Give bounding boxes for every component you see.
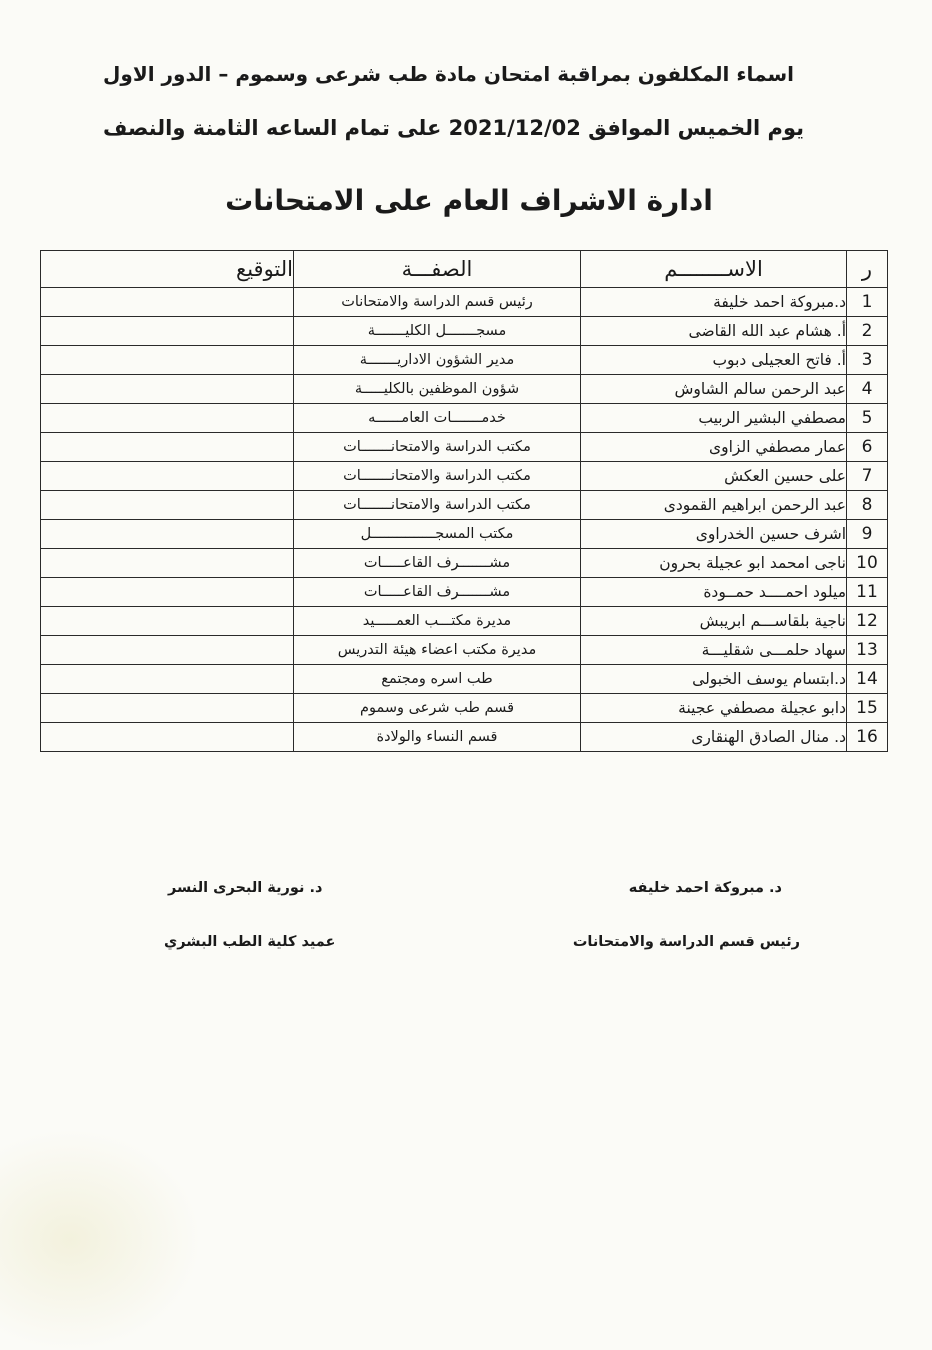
cell-role: مكتب المسجـــــــــــــــل — [294, 520, 581, 549]
cell-number: 4 — [847, 375, 888, 404]
paper-stain — [0, 1130, 200, 1350]
table-row — [41, 404, 888, 433]
cell-number: 12 — [847, 607, 888, 636]
cell-role: مكتب الدراسة والامتحانـــــــات — [294, 462, 581, 491]
cell-role: مكتب الدراسة والامتحانـــــــات — [294, 433, 581, 462]
cell-role: مديرة مكتـــب العمـــــيد — [294, 607, 581, 636]
cell-number: 3 — [847, 346, 888, 375]
header-line-2: يوم الخميس الموافق 2021/12/02 على تمام الساعه الثامنة والنصف — [102, 116, 804, 140]
cell-name: عبد الرحمن ابراهيم القمودى — [581, 491, 847, 520]
cell-name: عمار مصطفي الزاوى — [581, 433, 847, 462]
table-row — [41, 317, 888, 346]
table-row — [41, 694, 888, 723]
cell-role: مديرة مكتب اعضاء هيئة التدريس — [294, 636, 581, 665]
cell-signature — [41, 694, 294, 723]
cell-name: ناجية بلقاســـم ابريبش — [581, 607, 847, 636]
table-row — [41, 288, 888, 317]
table-row — [41, 346, 888, 375]
table-header-row — [41, 251, 888, 288]
cell-role: طب اسره ومجتمع — [294, 665, 581, 694]
cell-number: 7 — [847, 462, 888, 491]
cell-number: 8 — [847, 491, 888, 520]
header-number: ر — [847, 251, 888, 288]
cell-signature — [41, 433, 294, 462]
cell-number: 14 — [847, 665, 888, 694]
cell-number: 16 — [847, 723, 888, 752]
cell-signature — [41, 317, 294, 346]
cell-signature — [41, 549, 294, 578]
cell-name: ناجى امحمد ابو عجيلة بحرون — [581, 549, 847, 578]
cell-signature — [41, 636, 294, 665]
table-row — [41, 549, 888, 578]
cell-number: 11 — [847, 578, 888, 607]
signatory-right-title: رئيس قسم الدراسة والامتحانات — [572, 934, 800, 950]
cell-role: رئيس قسم الدراسة والامتحانات — [294, 288, 581, 317]
cell-number: 10 — [847, 549, 888, 578]
cell-role: قسم طب شرعى وسموم — [294, 694, 581, 723]
document-title: ادارة الاشراف العام على الامتحانات — [225, 184, 713, 217]
cell-name: د.ابتسام يوسف الخبولى — [581, 665, 847, 694]
table-row — [41, 665, 888, 694]
table-row — [41, 723, 888, 752]
cell-name: سهاد حلمـــى شقليـــة — [581, 636, 847, 665]
table-body — [41, 288, 888, 752]
cell-role: مدير الشؤون الاداريـــــــة — [294, 346, 581, 375]
cell-number: 13 — [847, 636, 888, 665]
cell-name: أ. فاتح العجيلى دبوب — [581, 346, 847, 375]
cell-name: أ. هشام عبد الله القاضى — [581, 317, 847, 346]
signatory-left-name: د. نورية البحرى النسر — [168, 880, 323, 896]
cell-role: مكتب الدراسة والامتحانـــــــات — [294, 491, 581, 520]
cell-number: 6 — [847, 433, 888, 462]
header-line-1: اسماء المكلفون بمراقبة امتحان مادة طب شرعى وسموم – الدور الاول — [103, 62, 794, 86]
cell-signature — [41, 375, 294, 404]
signatory-right-name: د. مبروكة احمد خليفه — [628, 880, 782, 896]
cell-name: اشرف حسين الخدراوى — [581, 520, 847, 549]
header-name: الاســــــــم — [581, 251, 847, 288]
cell-number: 2 — [847, 317, 888, 346]
table-row — [41, 375, 888, 404]
cell-name: د. منال الصادق الهنقارى — [581, 723, 847, 752]
cell-role: قسم النساء والولادة — [294, 723, 581, 752]
cell-name: عبد الرحمن سالم الشاوش — [581, 375, 847, 404]
cell-signature — [41, 288, 294, 317]
cell-signature — [41, 491, 294, 520]
cell-role: شؤون الموظفين بالكليـــــة — [294, 375, 581, 404]
table-row — [41, 578, 888, 607]
table-row — [41, 491, 888, 520]
cell-name: دابو عجيلة مصطفي عجينة — [581, 694, 847, 723]
cell-signature — [41, 665, 294, 694]
cell-signature — [41, 462, 294, 491]
cell-number: 9 — [847, 520, 888, 549]
cell-name: على حسين العكش — [581, 462, 847, 491]
cell-number: 5 — [847, 404, 888, 433]
cell-signature — [41, 404, 294, 433]
cell-name: ميلود احمــــد حمــودة — [581, 578, 847, 607]
cell-name: مصطفي البشير الربيب — [581, 404, 847, 433]
proctor-table — [40, 250, 888, 752]
header-signature: التوقيع — [41, 251, 294, 288]
cell-role: مسجـــــــل الكليـــــــة — [294, 317, 581, 346]
header-role: الصفـــة — [294, 251, 581, 288]
table-row — [41, 462, 888, 491]
cell-number: 1 — [847, 288, 888, 317]
cell-signature — [41, 607, 294, 636]
cell-signature — [41, 520, 294, 549]
cell-signature — [41, 578, 294, 607]
cell-signature — [41, 346, 294, 375]
table-row — [41, 636, 888, 665]
cell-role: مشـــــــرف القاعـــــات — [294, 549, 581, 578]
table-row — [41, 607, 888, 636]
cell-role: مشـــــــرف القاعـــــات — [294, 578, 581, 607]
cell-name: د.مبروكة احمد خليفة — [581, 288, 847, 317]
table-row — [41, 433, 888, 462]
cell-signature — [41, 723, 294, 752]
table-row — [41, 520, 888, 549]
cell-role: خدمـــــــات العامــــــه — [294, 404, 581, 433]
signatory-left-title: عميد كلية الطب البشري — [164, 934, 336, 950]
cell-number: 15 — [847, 694, 888, 723]
